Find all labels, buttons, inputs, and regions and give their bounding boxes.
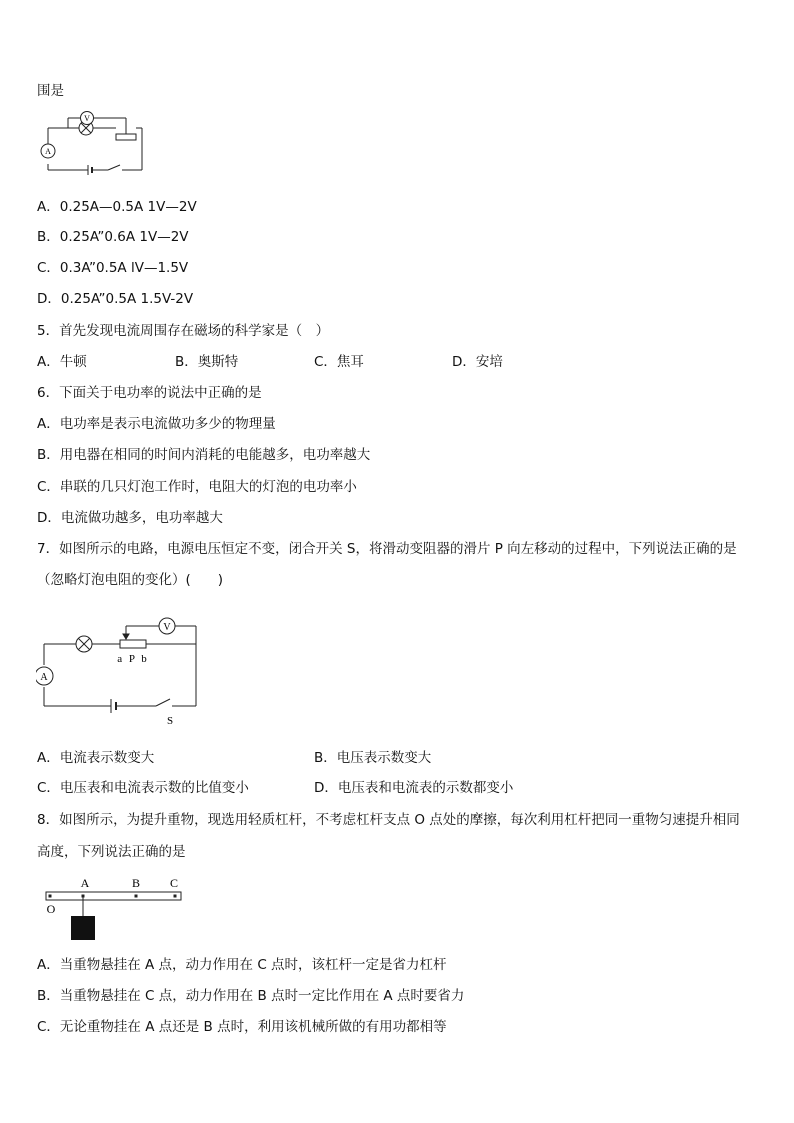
q8-point-a-label: A <box>80 876 90 890</box>
q4-option-a: A．0.25A—0.5A 1V—2V <box>37 199 197 215</box>
q6-stem: 6．下面关于电功率的说法中正确的是 <box>37 385 262 401</box>
q7-option-b: B．电压表示数变大 <box>314 750 432 766</box>
q6-option-a: A．电功率是表示电流做功多少的物理量 <box>37 416 276 432</box>
q5-option-c: C．焦耳 <box>314 354 364 370</box>
q6-option-b: B．用电器在相同的时间内消耗的电能越多，电功率越大 <box>37 447 371 463</box>
q8-stem-line2: 高度，下列说法正确的是 <box>37 844 186 860</box>
q5-option-b: B．奥斯特 <box>175 354 239 370</box>
q7-option-d: D．电压表和电流表的示数都变小 <box>314 780 514 796</box>
q7-stem-line2: （忽略灯泡电阻的变化）( ) <box>37 572 224 588</box>
q4-option-d: D．0.25A”0.5A 1.5V-2V <box>37 291 194 307</box>
q5-option-d: D．安培 <box>452 354 503 370</box>
q7-circuit-figure <box>36 610 206 730</box>
q7-option-a: A．电流表示数变大 <box>37 750 155 766</box>
q8-option-c: C．无论重物挂在 A 点还是 B 点时，利用该机械所做的有用功都相等 <box>37 1019 447 1035</box>
q4-voltmeter-label: V <box>84 114 90 123</box>
q8-point-c-label: C <box>169 876 179 890</box>
q7-stem-line1: 7．如图所示的电路，电源电压恒定不变，闭合开关 S，将滑动变阻器的滑片 P 向左移动的过程中，下列说法正确的是 <box>37 541 737 557</box>
q4-option-b: B．0.25A”0.6A 1V—2V <box>37 229 189 245</box>
q6-option-d: D．电流做功越多，电功率越大 <box>37 510 223 526</box>
q4-circuit-figure <box>38 108 150 180</box>
q7-voltmeter-label: V <box>163 622 171 633</box>
q5-option-a: A．牛顿 <box>37 354 87 370</box>
q7-option-c: C．电压表和电流表示数的比值变小 <box>37 780 249 796</box>
q8-lever-figure <box>40 872 190 942</box>
q8-option-b: B．当重物悬挂在 C 点，动力作用在 B 点时一定比作用在 A 点时要省力 <box>37 988 465 1004</box>
q6-option-c: C．串联的几只灯泡工作时，电阻大的灯泡的电功率小 <box>37 479 357 495</box>
q7-rheostat-label: a P b <box>117 653 149 665</box>
q4-option-c: C．0.3A”0.5A lV—1.5V <box>37 260 189 276</box>
q8-option-a: A．当重物悬挂在 A 点，动力作用在 C 点时，该杠杆一定是省力杠杆 <box>37 957 447 973</box>
q7-ammeter-label: A <box>40 672 48 683</box>
q5-stem: 5．首先发现电流周围存在磁场的科学家是（ ） <box>37 323 330 339</box>
q8-weight <box>71 916 95 940</box>
q7-switch-label: S <box>166 715 174 727</box>
q4-stem-tail: 围是 <box>37 83 64 99</box>
q4-ammeter-label: A <box>45 147 51 156</box>
q8-stem-line1: 8．如图所示，为提升重物，现选用轻质杠杆，不考虑杠杆支点 O 点处的摩擦，每次利用杠杆把同一重物匀速提升相同 <box>37 812 740 828</box>
q8-point-b-label: B <box>131 876 141 890</box>
q8-point-o-label: O <box>46 902 56 916</box>
